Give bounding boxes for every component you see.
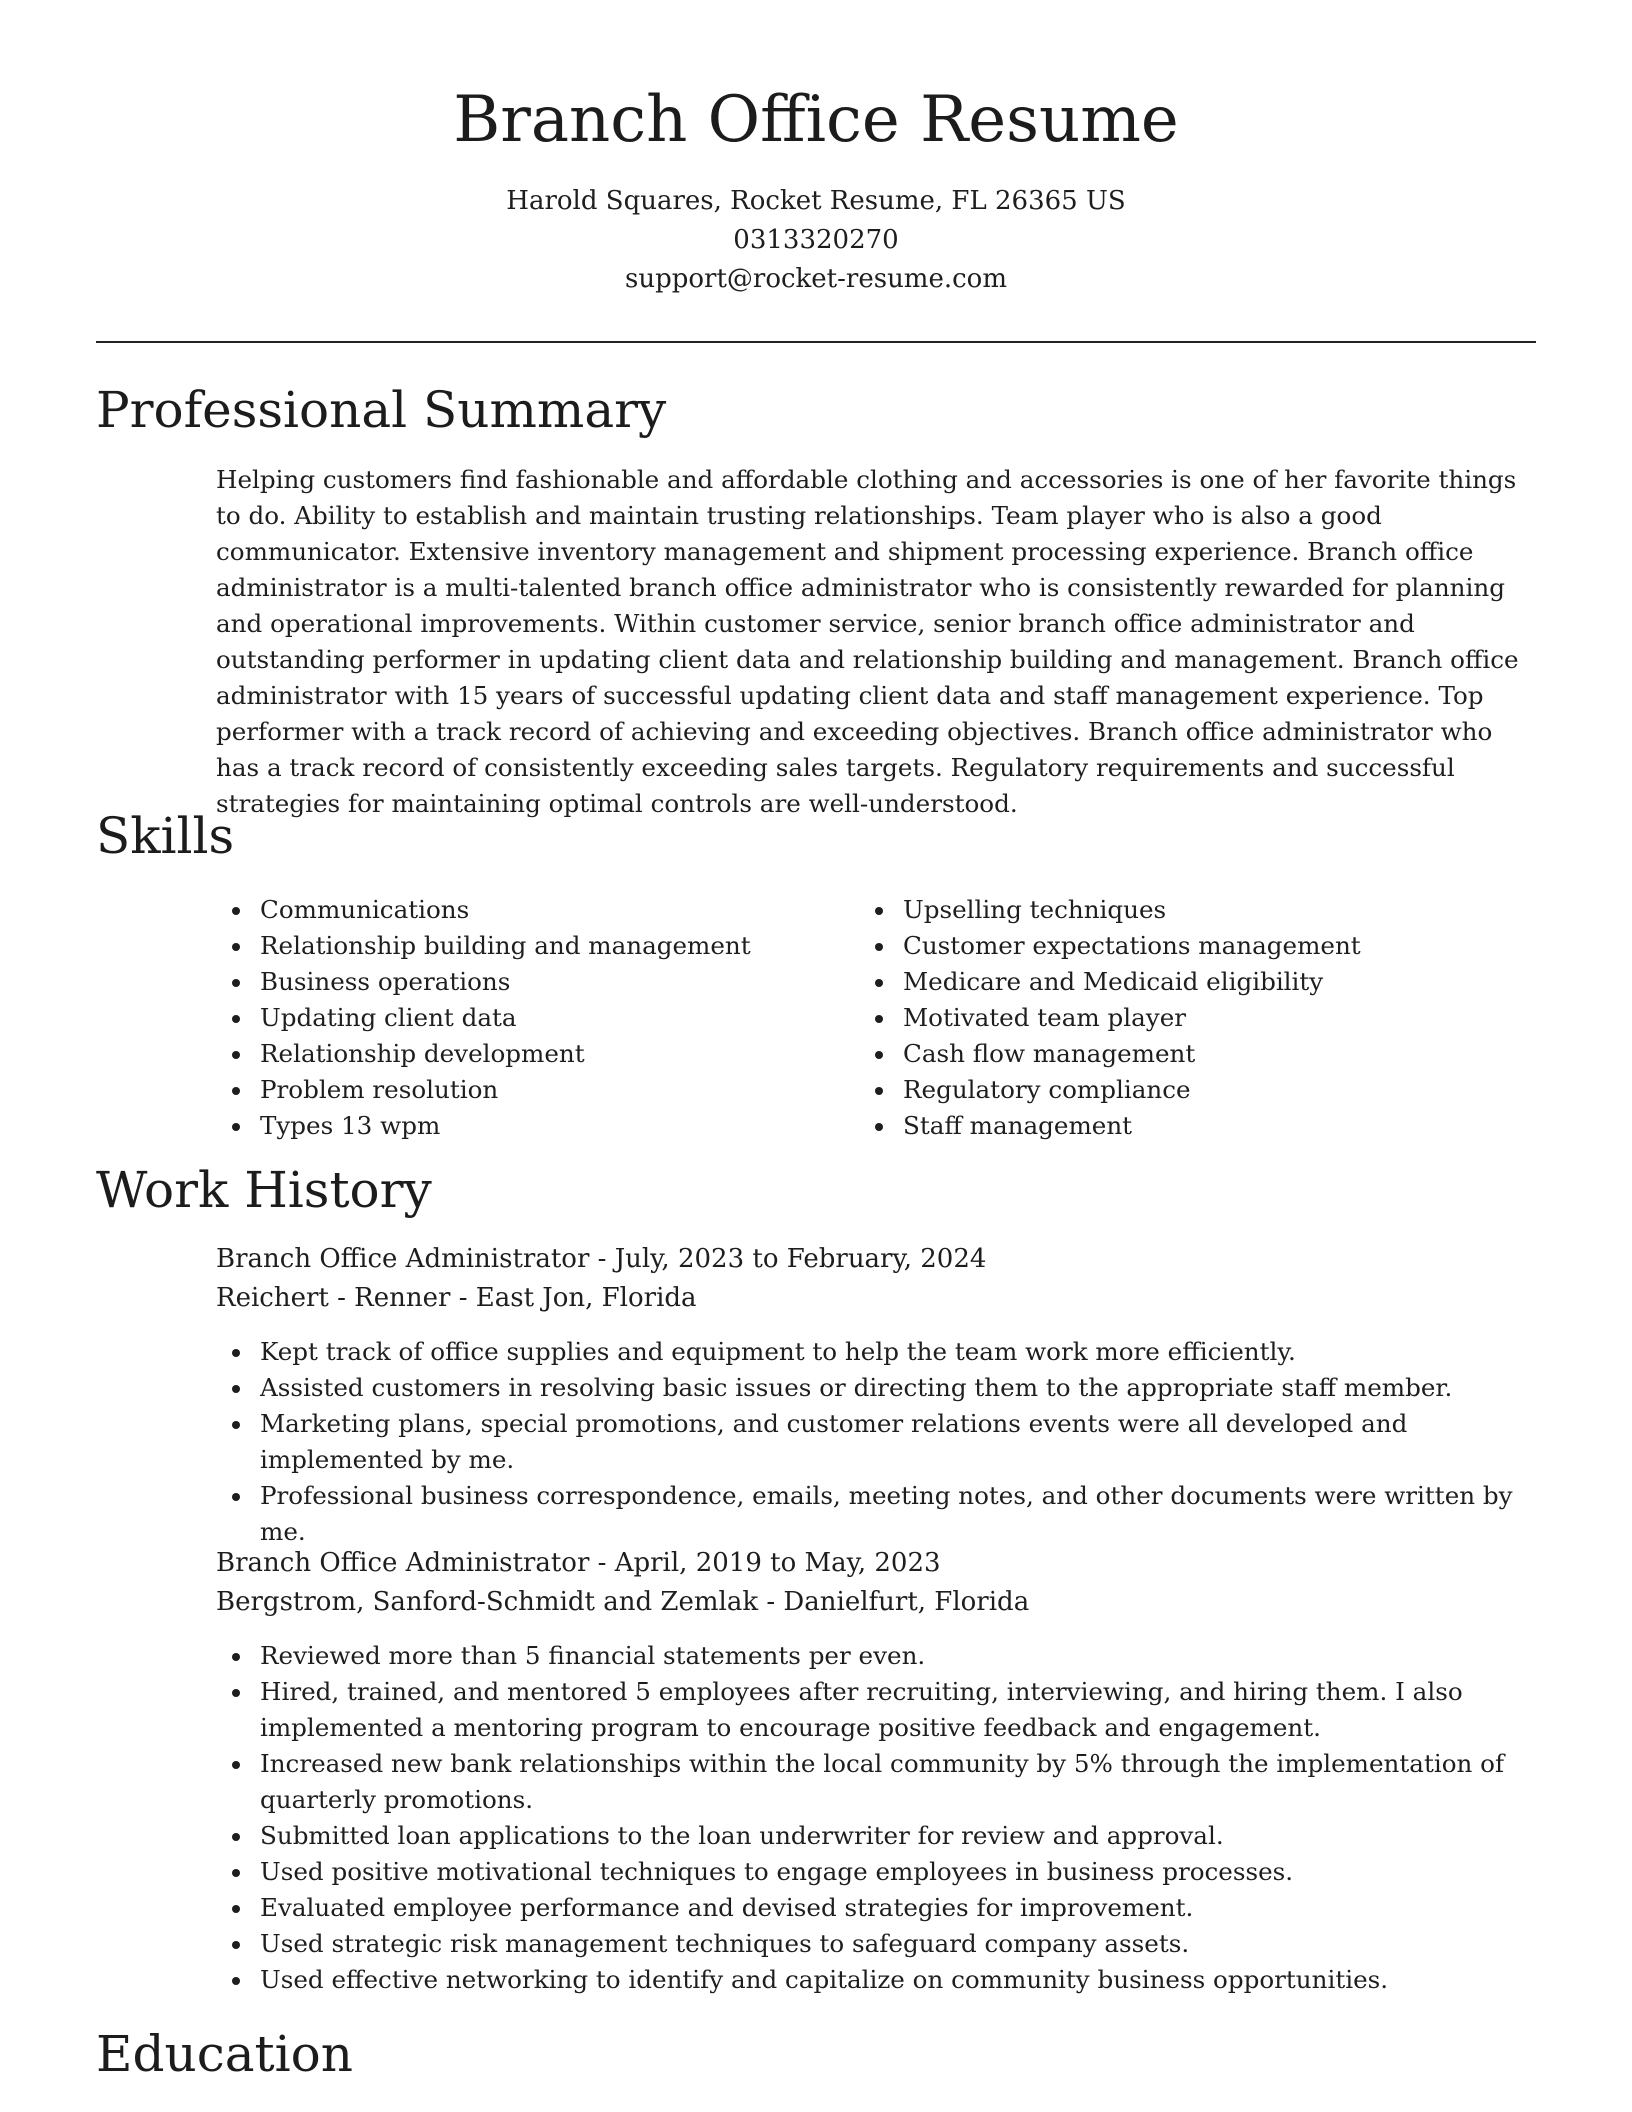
job-bullet: Reviewed more than 5 financial statements per even.: [216, 1638, 1546, 1674]
page-title: Branch Office Resume: [453, 83, 1179, 157]
skill-item: Regulatory compliance: [859, 1072, 1499, 1108]
job-bullet: Assisted customers in resolving basic issues or directing them to the appropriate staff member.: [216, 1370, 1546, 1406]
summary-text: Helping customers find fashionable and affordable clothing and accessories is one of her favorite things to do. Ability to establish and maintain trusting relationships. Team player who is also a good communicator. Extensive inventory management and shipment processing experience. Branch office administrator is a multi-talented branch office administrator who is consistently rewarded for planning and operational improvements. Within customer service, senior branch office administrator and outstanding performer in updating client data and relationship building and management. Branch office administrator with 15 years of successful updating client data and staff management experience. Top performer with a track record of achieving and exceeding objectives. Branch office administrator who has a track record of consistently exceeding sales targets. Regulatory requirements and successful strategies for maintaining optimal controls are well-understood.: [216, 465, 1519, 818]
job-bullet: Submitted loan applications to the loan underwriter for review and approval.: [216, 1818, 1546, 1854]
skill-item: Problem resolution: [216, 1072, 856, 1108]
skills-column-left: [216, 892, 856, 1144]
job-dates: - July, 2023 to February, 2024: [589, 1244, 987, 1274]
skill-item: Types 13 wpm: [216, 1108, 856, 1144]
skill-item: Communications: [216, 892, 856, 928]
job-company-line: [216, 1279, 697, 1318]
job-bullets: [216, 1334, 1546, 1550]
skill-item: Medicare and Medicaid eligibility: [859, 964, 1499, 1000]
skill-item: Staff management: [859, 1108, 1499, 1144]
education-heading: Education: [96, 2025, 353, 2083]
skill-item: Relationship development: [216, 1036, 856, 1072]
skills-heading: Skills: [96, 807, 235, 865]
job-dates: - April, 2019 to May, 2023: [589, 1548, 941, 1578]
job-bullet: Increased new bank relationships within the local community by 5% through the implementation of quarterly promotions.: [216, 1746, 1546, 1818]
address-text: Harold Squares, Rocket Resume, FL 26365 US: [506, 186, 1126, 216]
job-bullet: Used effective networking to identify and capitalize on community business opportunities.: [216, 1962, 1546, 1998]
job-title: Branch Office Administrator: [216, 1244, 590, 1274]
job-location: - Danielfurt, Florida: [758, 1587, 1030, 1617]
job-bullet: Hired, trained, and mentored 5 employees after recruiting, interviewing, and hiring them. I also implemented a mentoring program to encourage positive feedback and engagement.: [216, 1674, 1546, 1746]
work-history-heading: Work History: [96, 1161, 432, 1219]
skill-item: Cash flow management: [859, 1036, 1499, 1072]
skill-item: Business operations: [216, 964, 856, 1000]
skill-item: Relationship building and management: [216, 928, 856, 964]
job-bullet: Marketing plans, special promotions, and customer relations events were all developed and implemented by me.: [216, 1406, 1546, 1478]
phone-text: 0313320270: [733, 225, 899, 255]
skill-item: Customer expectations management: [859, 928, 1499, 964]
skill-item: Updating client data: [216, 1000, 856, 1036]
job-title: Branch Office Administrator: [216, 1548, 590, 1578]
job-bullet: Used positive motivational techniques to engage employees in business processes.: [216, 1854, 1546, 1890]
job-bullet: Kept track of office supplies and equipment to help the team work more efficiently.: [216, 1334, 1546, 1370]
summary-heading: Professional Summary: [96, 381, 667, 439]
job-bullet: Professional business correspondence, emails, meeting notes, and other documents were written by me.: [216, 1478, 1546, 1550]
contact-info: [0, 182, 1632, 299]
header-divider: [96, 341, 1536, 343]
skill-item: Upselling techniques: [859, 892, 1499, 928]
resume-header: [0, 78, 1632, 299]
job-title-line: [216, 1544, 941, 1583]
job-bullets: [216, 1638, 1546, 1998]
email-text: support@rocket-resume.com: [624, 264, 1007, 294]
skills-column-right: [859, 892, 1499, 1144]
job-company: Reichert - Renner: [216, 1283, 451, 1313]
job-company: Bergstrom, Sanford-Schmidt and Zemlak: [216, 1587, 759, 1617]
job-bullet: Used strategic risk management techniques to safeguard company assets.: [216, 1926, 1546, 1962]
job-title-line: [216, 1240, 986, 1279]
skill-item: Motivated team player: [859, 1000, 1499, 1036]
job-company-line: [216, 1583, 1029, 1622]
job-location: - East Jon, Florida: [450, 1283, 697, 1313]
job-bullet: Evaluated employee performance and devised strategies for improvement.: [216, 1890, 1546, 1926]
